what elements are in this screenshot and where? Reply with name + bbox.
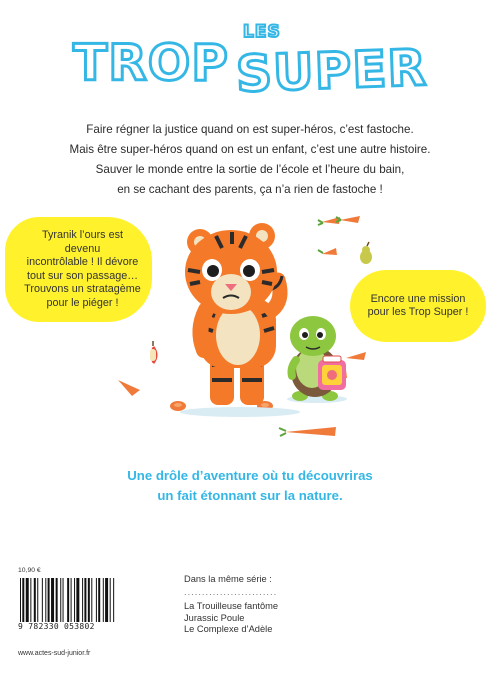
series-divider: .......................... [184,587,278,597]
blurb-line: Mais être super-héros quand on est un enfant, c’est une autre histoire. [69,143,431,156]
bubble-line: pour le piéger ! [46,296,119,309]
apple-core-icon [150,341,156,363]
illustration-scene [0,200,500,460]
carrot-icon [279,427,336,436]
price: 10,90 € [18,567,41,574]
bubble-line: pour les Trop Super ! [367,306,469,318]
logo-title [0,34,500,104]
logo-word-trop: TROP [73,34,229,92]
series-item: Le Complexe d’Adèle [184,624,273,634]
bubble-line: tout sur son passage… [26,269,139,282]
series-list [184,573,278,636]
carrot-icon [336,216,360,223]
speech-bubble-left [5,217,152,322]
series-logo [0,22,500,108]
bubble-line: Trouvons un stratagème [24,283,141,295]
tagline-line: Une drôle d’aventure où tu découvriras [127,468,373,483]
tiger-character [185,223,282,405]
blurb-line: Sauver le monde entre la sortie de l’école et l’heure du bain, [95,163,405,176]
bubble-line: incontrôlable ! Il dévore [26,256,139,268]
tagline [40,466,460,506]
turtle-character [290,316,346,401]
carrot-slice-icon [170,401,186,411]
carrot-icon [346,352,366,360]
carrot-icon [318,248,337,255]
logo-article: LES [243,22,281,42]
back-cover-blurb [40,120,460,200]
blurb-line: Faire régner la justice quand on est super-héros, c’est fastoche. [86,123,414,136]
series-item: La Trouilleuse fantôme [184,601,279,611]
series-title: Dans la même série : [184,574,272,584]
logo-word-super: SUPER [234,38,428,104]
barcode-icon [18,578,152,622]
series-item: Jurassic Poule [184,612,245,623]
bubble-line: Tyranik l’ours est devenu [41,229,123,255]
bubble-line: Encore une mission [370,292,466,305]
pear-icon [360,242,372,264]
carrot-icon [118,380,140,396]
speech-bubble-right [350,270,486,342]
blurb-line: en se cachant des parents, ça n’a rien de fastoche ! [117,183,383,196]
publisher-website: www.actes-sud-junior.fr [18,650,91,657]
tagline-line: un fait étonnant sur la nature. [157,488,343,503]
isbn-number: 9 782330 053802 [18,622,95,631]
